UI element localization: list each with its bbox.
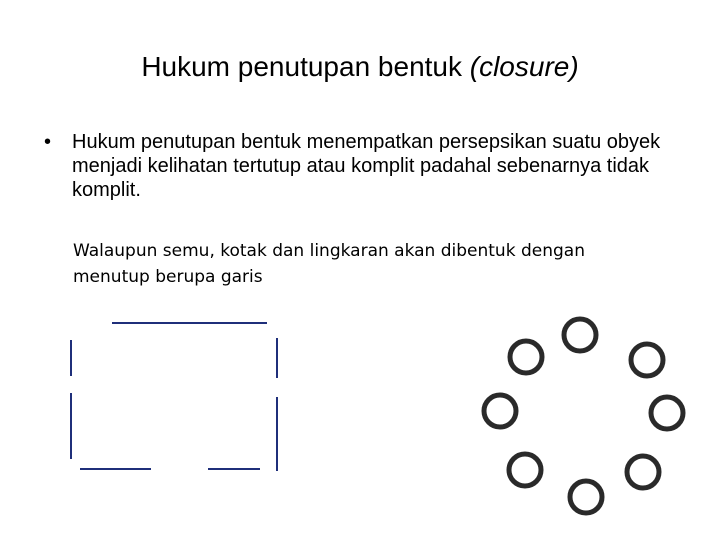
ring-circle-lower-left: [509, 454, 541, 486]
ring-circle-lower-right: [627, 456, 659, 488]
ring-circle-bottom: [570, 481, 602, 513]
ring-circle-top: [564, 319, 596, 351]
title-main: Hukum penutupan bentuk: [141, 51, 470, 82]
subtext: Walaupun semu, kotak dan lingkaran akan dibentuk dengan menutup berupa garis: [73, 241, 585, 287]
ring-circle-right: [651, 397, 683, 429]
title-italic: (closure): [469, 51, 579, 82]
bullet-text: Hukum penutupan bentuk menempatkan persepsikan suatu obyek menjadi kelihatan tertutup atau komplit padahal sebenarnya tidak komplit.: [72, 131, 661, 201]
bullet-icon: •: [44, 131, 52, 153]
incomplete-square-figure: [71, 323, 277, 471]
circle-ring-figure: [484, 319, 683, 513]
ring-circle-upper-left: [510, 341, 542, 373]
ring-circle-upper-right: [631, 344, 663, 376]
ring-circle-left: [484, 395, 516, 427]
